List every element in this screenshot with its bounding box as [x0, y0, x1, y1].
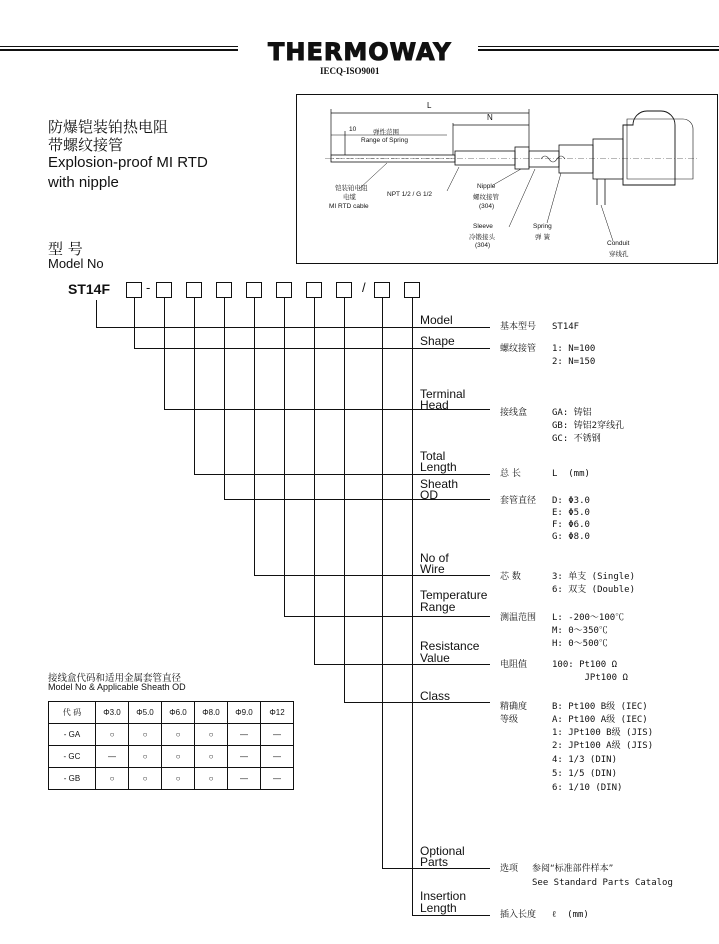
matrix-header: Φ9.0 — [228, 702, 261, 724]
field-value: M: 0～350℃ — [552, 626, 608, 636]
label-underline — [418, 499, 490, 500]
connector-insertion-v — [412, 297, 413, 915]
field-key-insertion: 插入长度 — [500, 910, 537, 920]
field-value: 6: 双支 (Double) — [552, 585, 636, 595]
code-box-no-of-wire[interactable] — [246, 282, 262, 298]
field-key-resistance: 电阻值 — [500, 660, 528, 670]
matrix-cell: ○ — [195, 724, 228, 746]
connector-total-h — [194, 474, 418, 475]
field-value: 6: 1/10 (DIN) — [552, 783, 623, 793]
table-row — [49, 768, 294, 790]
field-value: JPt100 Ω — [552, 673, 628, 683]
field-key-class: 精确度 — [500, 702, 528, 712]
field-label-wire: No of — [420, 551, 449, 565]
matrix-cell: ○ — [129, 768, 162, 790]
field-value: GB: 铸铝2穿线孔 — [552, 421, 625, 431]
field-label-class: Class — [420, 689, 451, 703]
technical-drawing — [296, 94, 718, 264]
matrix-cell: ○ — [195, 768, 228, 790]
code-slash: / — [362, 280, 366, 295]
field-label-sheath: Sheath — [420, 477, 459, 491]
cable-en: MI RTD cable — [329, 203, 369, 210]
matrix-cell: — — [261, 768, 294, 790]
field-value: G: Φ8.0 — [552, 532, 590, 542]
table-row — [49, 724, 294, 746]
label-underline — [418, 915, 490, 916]
field-value: L (mm) — [552, 469, 590, 479]
matrix-cell: — — [228, 768, 261, 790]
brand-logo: THERMOWAY — [268, 38, 452, 66]
field-label-terminal: Terminal — [420, 387, 466, 401]
label-underline — [418, 664, 490, 665]
header-rule-left — [0, 46, 238, 51]
model-heading-cn: 型 号 — [48, 240, 83, 258]
sleeve-material: (304) — [475, 242, 491, 249]
field-value: 100: Pt100 Ω — [552, 660, 618, 670]
matrix-cell: — — [261, 746, 294, 768]
drawing-svg — [297, 95, 717, 263]
field-key-model: 基本型号 — [500, 322, 537, 332]
field-label-optional: Optional — [420, 844, 465, 858]
field-value: 1: N=100 — [552, 344, 596, 354]
label-underline — [418, 348, 490, 349]
field-value: B: Pt100 B级 (IEC) — [552, 702, 648, 712]
field-label-sheath-2: OD — [420, 488, 438, 502]
code-box-temperature-range[interactable] — [276, 282, 292, 298]
field-label-insertion-2: Length — [420, 901, 457, 915]
field-value: ST14F — [552, 322, 580, 332]
field-value: 4: 1/3 (DIN) — [552, 755, 618, 765]
connector-resistance-v — [314, 297, 315, 664]
field-key-shape: 螺纹接管 — [500, 344, 537, 354]
matrix-cell: - GA — [49, 724, 96, 746]
sheath-matrix-table — [48, 701, 294, 790]
dim-n-label: N — [487, 113, 493, 122]
connector-resistance-h — [314, 664, 418, 665]
field-value: 2: JPt100 A级 (JIS) — [552, 741, 654, 751]
label-underline — [418, 702, 490, 703]
table-row — [49, 746, 294, 768]
field-label-optional-2: Parts — [420, 855, 449, 869]
code-box-resistance-value[interactable] — [306, 282, 322, 298]
connector-shape-v — [134, 297, 135, 348]
field-value: ℓ (mm) — [552, 910, 589, 920]
connector-class-h — [344, 702, 418, 703]
matrix-cell: ○ — [129, 746, 162, 768]
product-title-cn-2: 带螺纹接管 — [48, 136, 124, 154]
field-label-shape: Shape — [420, 334, 455, 348]
table-row — [49, 702, 294, 724]
matrix-header: Φ6.0 — [162, 702, 195, 724]
field-value: D: Φ3.0 — [552, 496, 590, 506]
matrix-cell: ○ — [162, 746, 195, 768]
connector-temp-h — [284, 616, 418, 617]
matrix-cell: — — [96, 746, 129, 768]
product-title-en-2: with nipple — [48, 174, 119, 191]
label-underline — [418, 474, 490, 475]
matrix-header: Φ8.0 — [195, 702, 228, 724]
field-key-total: 总 长 — [500, 469, 521, 479]
nipple-cn: 螺纹接管 — [473, 193, 499, 201]
cable-cn-1: 铠装铂电阻 — [335, 184, 368, 192]
connector-class-v — [344, 297, 345, 702]
connector-sheath-v — [224, 297, 225, 499]
connector-wire-h — [254, 575, 418, 576]
connector-terminal-v — [164, 297, 165, 409]
nipple-material: (304) — [479, 203, 495, 210]
matrix-header: Φ3.0 — [96, 702, 129, 724]
code-box-shape[interactable] — [126, 282, 142, 298]
field-label-temperature-2: Range — [420, 600, 456, 614]
code-box-optional-parts[interactable] — [374, 282, 390, 298]
cable-cn-2: 电缆 — [343, 193, 356, 201]
field-label-temperature: Temperature — [420, 588, 488, 602]
dim-l-label: L — [427, 101, 432, 110]
nipple-en: Nipple — [477, 183, 496, 190]
field-label-total: Total — [420, 449, 446, 463]
matrix-header: 代 码 — [49, 702, 96, 724]
matrix-cell: ○ — [129, 724, 162, 746]
field-key-temperature: 测温范围 — [500, 613, 537, 623]
code-box-insertion-length[interactable] — [404, 282, 420, 298]
connector-total-v — [194, 297, 195, 474]
field-key-optional: 选项 — [500, 864, 519, 874]
connector-model-v — [96, 300, 97, 327]
matrix-cell: — — [228, 724, 261, 746]
field-label-terminal-2: Head — [420, 398, 449, 412]
field-value: H: 0～500℃ — [552, 639, 608, 649]
connector-optional-v — [382, 297, 383, 868]
conduit-en: Conduit — [607, 240, 630, 247]
matrix-cell: — — [261, 724, 294, 746]
matrix-cell: ○ — [162, 768, 195, 790]
field-label-model: Model — [420, 313, 453, 327]
code-box-terminal-head[interactable] — [156, 282, 172, 298]
matrix-cell: ○ — [162, 724, 195, 746]
label-underline — [418, 616, 490, 617]
code-dash: - — [146, 280, 151, 295]
connector-terminal-h — [164, 409, 418, 410]
field-label-insertion: Insertion — [420, 889, 467, 903]
field-value: E: Φ5.0 — [552, 508, 590, 518]
matrix-cell: — — [228, 746, 261, 768]
sleeve-cn: 冷锻接头 — [469, 233, 495, 241]
matrix-cell: - GC — [49, 746, 96, 768]
connector-temp-v — [284, 297, 285, 616]
field-value: A: Pt100 A级 (IEC) — [552, 715, 648, 725]
field-key-wire: 芯 数 — [500, 572, 521, 582]
label-underline — [418, 575, 490, 576]
matrix-cell: ○ — [96, 724, 129, 746]
spring-range-cn: 弹性范围 — [373, 128, 399, 136]
spring-range-en: Range of Spring — [361, 137, 408, 144]
matrix-title-en: Model No & Applicable Sheath OD — [48, 682, 186, 692]
product-title-cn-1: 防爆铠装铂热电阻 — [48, 118, 169, 136]
field-value: 3: 单支 (Single) — [552, 572, 636, 582]
dim-10-label: 10 — [349, 126, 357, 133]
connector-model-h — [96, 327, 418, 328]
field-label-total-2: Length — [420, 460, 457, 474]
spring-en: Spring — [533, 223, 552, 230]
thread-label: NPT 1/2 / G 1/2 — [387, 191, 433, 198]
label-underline — [418, 327, 490, 328]
connector-shape-h — [134, 348, 418, 349]
sleeve-en: Sleeve — [473, 223, 493, 230]
matrix-title-cn: 接线盒代码和适用金属套管直径 — [48, 673, 182, 684]
code-box-class[interactable] — [336, 282, 352, 298]
label-underline — [418, 868, 490, 869]
field-value: See Standard Parts Catalog — [532, 878, 673, 888]
matrix-header: Φ12 — [261, 702, 294, 724]
field-value: GC: 不锈钢 — [552, 434, 601, 444]
model-code: ST14F — [68, 281, 111, 297]
matrix-cell: - GB — [49, 768, 96, 790]
field-value: 参阅“标准部件样本” — [532, 864, 614, 874]
field-value: 2: N=150 — [552, 357, 596, 367]
label-underline — [418, 409, 490, 410]
field-value: L: -200～100℃ — [552, 613, 625, 623]
certification-text: IECQ-ISO9001 — [320, 66, 380, 76]
matrix-header: Φ5.0 — [129, 702, 162, 724]
spring-cn: 弹 簧 — [535, 233, 551, 241]
matrix-cell: ○ — [195, 746, 228, 768]
field-value: 5: 1/5 (DIN) — [552, 769, 618, 779]
matrix-cell: ○ — [96, 768, 129, 790]
field-label-resistance-2: Value — [420, 651, 450, 665]
model-heading-en: Model No — [48, 256, 104, 271]
conduit-cn: 穿线孔 — [609, 250, 629, 258]
field-label-resistance: Resistance — [420, 639, 480, 653]
field-key-class-2: 等级 — [500, 715, 519, 725]
field-value: 1: JPt100 B级 (JIS) — [552, 728, 654, 738]
connector-wire-v — [254, 297, 255, 575]
field-value: F: Φ6.0 — [552, 520, 590, 530]
field-value: GA: 铸铝 — [552, 408, 592, 418]
field-label-wire-2: Wire — [420, 562, 445, 576]
code-box-total-length[interactable] — [186, 282, 202, 298]
header-rule-right — [478, 46, 719, 51]
code-box-sheath-od[interactable] — [216, 282, 232, 298]
product-title-en-1: Explosion-proof MI RTD — [48, 154, 208, 171]
field-key-terminal: 接线盒 — [500, 408, 528, 418]
field-key-sheath: 套管直径 — [500, 496, 537, 506]
